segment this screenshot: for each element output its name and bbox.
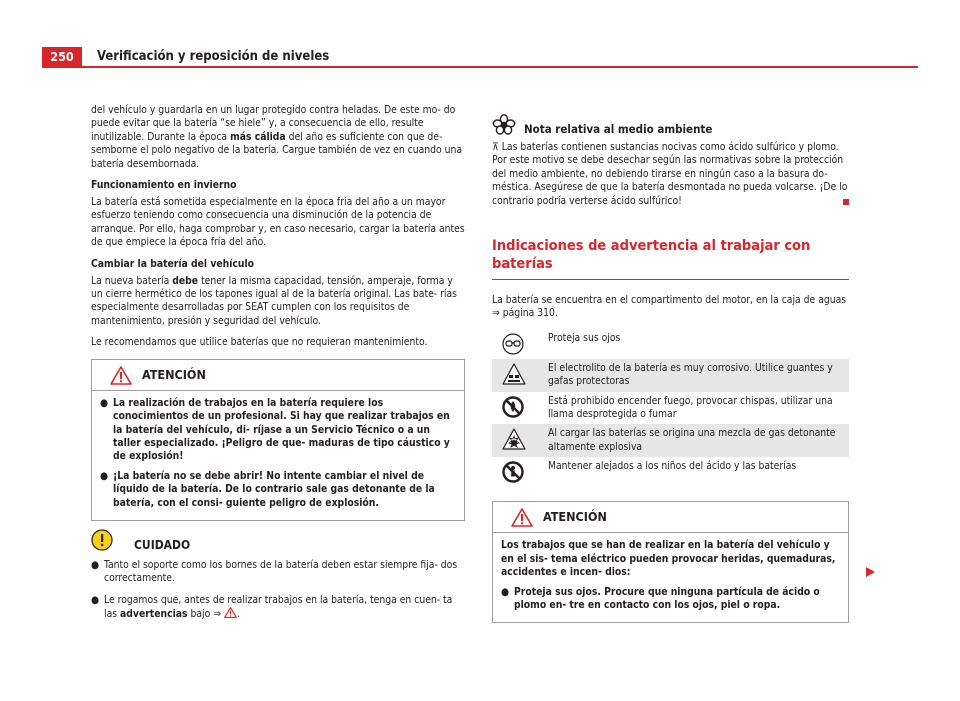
caution-item: ● Tanto el soporte como los bornes de la batería deben estar siempre fija- dos correctamente. — [91, 558, 458, 585]
caution-icon — [91, 529, 113, 551]
end-mark — [843, 199, 849, 205]
right-column — [492, 120, 849, 623]
recommend-text: Le recomendamos que utilice baterías que no requieran mantenimiento. — [91, 336, 428, 349]
warning-box-right — [492, 501, 849, 623]
icon-row — [492, 457, 849, 487]
warning-body — [92, 391, 464, 520]
icon-row-text: Proteja sus ojos — [548, 331, 621, 344]
eco-note-header — [492, 120, 849, 140]
warning-header — [92, 360, 464, 391]
warning-title: ATENCIÓN — [543, 509, 607, 525]
section-title: Indicaciones de advertencia al trabajar con baterías — [492, 237, 849, 280]
left-column — [91, 104, 465, 630]
header-rule — [42, 66, 918, 68]
icon-row — [492, 424, 849, 457]
warning-triangle-icon — [511, 508, 533, 527]
explosive-gas-icon — [502, 428, 526, 450]
icon-table — [492, 329, 849, 487]
caution-item: ● Le rogamos que, antes de realizar trabajos en la batería, tenga en cuen- ta las advertencias bajo ⇒ . — [91, 593, 453, 621]
eco-note-title: Nota relativa al medio ambiente — [524, 122, 713, 136]
caution-block — [91, 535, 465, 622]
warning-text: Los trabajos que se han de realizar en la batería del vehículo y en el sis- tema eléctrico pueden provocar heridas, quemaduras, accidentes e incen- dios: — [501, 539, 836, 579]
change-text: La nueva batería debe tener la misma capacidad, tensión, amperaje, forma y un cierre hermético de los tapones igual al de la batería original. Las bate- rías especialmente desarrolladas por SEAT cumplen con los requisitos de mantenimiento, presión y seguridad del vehículo. — [91, 274, 457, 327]
warning-item: ● La realización de trabajos en la batería requiere los conocimientos de un profesional. Si hay que realizar trabajos en la batería del vehículo, di- ríjase a un Servicio Técnico o a un taller especializado. ¡Peligro de que- maduras de tipo cáustico y de explosión! — [100, 396, 450, 463]
icon-row-text: El electrolito de la batería es muy corrosivo. Utilice guantes y gafas protectoras — [548, 361, 833, 388]
paragraph-storage: del vehículo y guardarla en un lugar protegido contra heladas. De este mo- do puede evitar que la batería “se hiele” y, a consecuencia de ello, resulte inutilizable. Durante la época más cálida del año es suficiente con que de- semborne el polo negativo de la batería. Cargue también de vez en cuando una batería desembornada. — [91, 104, 463, 170]
eco-note-text: ⊼ Las baterías contienen sustancias nocivas como ácido sulfúrico y plomo. Por este motivo se debe desechar según las normativas sobre la protección del medio ambiente, no debiendo tirarse en ningún caso a la basura do- méstica. Asegúrese de que la batería desmontada no pueda volcarse. ¡De lo contrario podría verterse ácido sulfúrico! — [492, 141, 848, 207]
icon-row — [492, 359, 849, 392]
change-heading: Cambiar la batería del vehículo — [91, 257, 255, 270]
icon-row-text: Está prohibido encender fuego, provocar chispas, utilizar una llama desprotegida o fumar — [548, 394, 833, 421]
warning-header — [493, 502, 848, 533]
icon-row-text: Al cargar las baterías se origina una mezcla de gas detonante altamente explosiva — [548, 427, 836, 453]
warning-triangle-icon — [110, 366, 132, 385]
caution-title: CUIDADO — [134, 537, 191, 552]
warning-box — [91, 359, 465, 521]
eye-protection-icon — [502, 333, 524, 355]
page-title: Verificación y reposición de niveles — [97, 49, 330, 64]
corrosive-icon — [502, 363, 526, 385]
winter-heading: Funcionamiento en invierno — [91, 179, 237, 192]
winter-text: La batería está sometida especialmente en la época fría del año a un mayor esfuerzo teniendo como consecuencia una disminución de la potencia de arranque. Por ello, haga comprobar y, en caso necesario, cargar la batería antes de que empiece la época fría del año. — [91, 196, 465, 249]
section-intro: La batería se encuentra en el compartimento del motor, en la caja de aguas ⇒ página 310. — [492, 294, 847, 320]
keep-children-away-icon — [502, 461, 524, 483]
warning-body — [493, 533, 848, 622]
warning-item: ● Proteja sus ojos. Procure que ninguna partícula de ácido o plomo en- tre en contacto con los ojos, piel o ropa. — [501, 585, 820, 611]
warning-title: ATENCIÓN — [142, 366, 206, 382]
next-page-arrow-icon[interactable] — [866, 567, 875, 577]
icon-row — [492, 392, 849, 425]
icon-row-text: Mantener alejados a los niños del ácido y las baterías — [548, 460, 797, 473]
page-number: 250 — [42, 47, 82, 67]
icon-row — [492, 329, 849, 359]
warning-link-icon[interactable] — [224, 607, 237, 618]
flower-icon — [492, 114, 516, 136]
no-fire-icon — [502, 396, 524, 418]
warning-item: ● ¡La batería no se debe abrir! No intente cambiar el nivel de líquido de la batería. De lo contrario sale gas detonante de la batería, con el consi- guiente peligro de explosión. — [100, 469, 435, 509]
